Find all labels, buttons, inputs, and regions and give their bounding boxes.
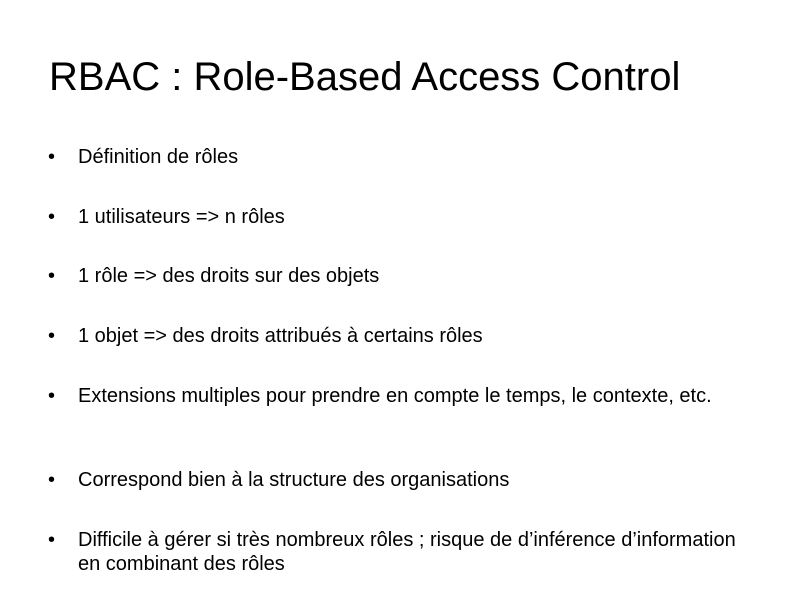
bullet-text: 1 rôle => des droits sur des objets xyxy=(78,265,380,287)
bullet-text: 1 utilisateurs => n rôles xyxy=(78,206,285,228)
bullet-dot: • xyxy=(48,325,56,347)
bullet-dot: • xyxy=(48,469,56,491)
bullet-dot: • xyxy=(48,529,56,551)
bullet-dot: • xyxy=(48,265,56,287)
bullet-text: 1 objet => des droits attribués à certains rôles xyxy=(78,325,483,347)
bullet-text: Difficile à gérer si très nombreux rôles ; risque de d’inférence d’information en combinant des rôles xyxy=(78,529,736,575)
bullet-dot: • xyxy=(48,206,56,228)
bullet-text: Correspond bien à la structure des organisations xyxy=(78,469,510,491)
bullet-dot: • xyxy=(48,385,56,407)
slide-title: RBAC : Role-Based Access Control xyxy=(49,55,681,99)
bullet-text: Extensions multiples pour prendre en compte le temps, le contexte, etc. xyxy=(78,385,712,407)
bullet-text: Définition de rôles xyxy=(78,146,239,168)
bullet-dot: • xyxy=(48,146,56,168)
